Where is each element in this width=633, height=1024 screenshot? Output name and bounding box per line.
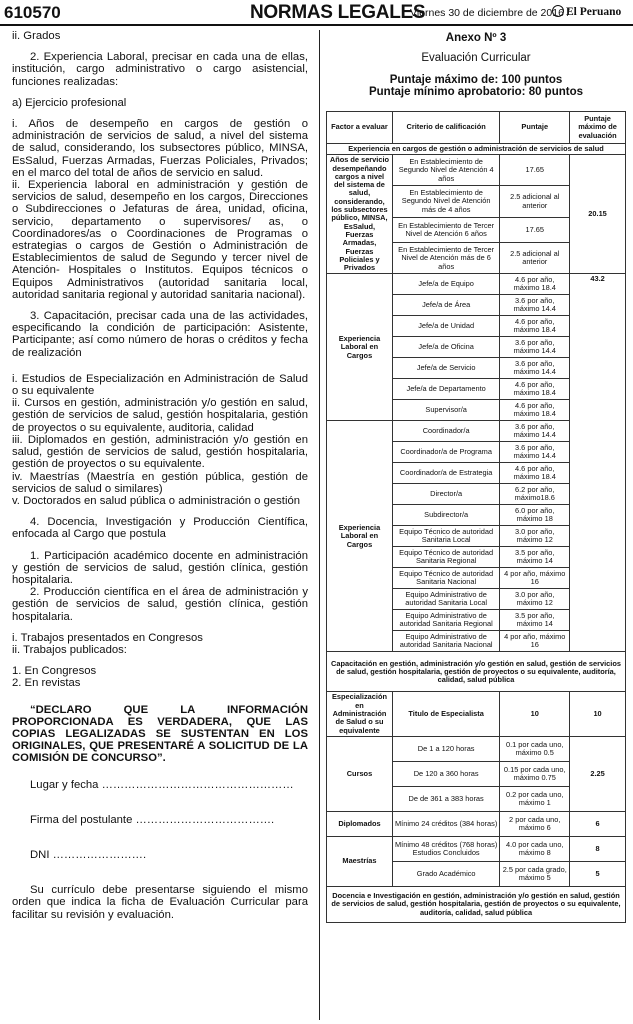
paragraph: ii. Grados <box>12 30 61 42</box>
criteria-cell: Jefe/a de Equipo <box>392 274 499 295</box>
place-date-line: Lugar y fecha …………………………………………… <box>30 778 294 791</box>
max-cell: 20.15 <box>570 155 626 274</box>
paragraph: ii. Experiencia laboral en administración y gestión de servicios de salud, desempeño en los cargos, Direcciones o Subdirecciones o Jefaturas de área, unidad, oficina, servicio, departamento o supervisores/ as, o Coordinadores/as o Coordinaciones de Programas o estrategias o cargos de Gestión o Administración de Establecimientos de salud de Segundo y tercer nivel de Atención- Hospitales o Institutos. Equipos técnicos o Equipos Administrativos (autoridad sanitaria local, autoridad sanitaria regional y autoridad sanitaria nacional). <box>12 179 308 301</box>
brand-logo <box>552 5 621 18</box>
column-header: Factor a evaluar <box>327 112 393 144</box>
criteria-cell: Mínimo 48 créditos (768 horas) Estudios Concluidos <box>392 836 499 861</box>
annex-title: Anexo Nº 3 <box>445 32 507 44</box>
dni-line: DNI ……………………. <box>30 848 147 861</box>
criteria-cell: Director/a <box>392 484 499 505</box>
score-cell: 4 por año, máximo 16 <box>500 568 570 589</box>
factor-cell: Experiencia Laboral en Cargos <box>327 421 393 652</box>
score-cell: 4.0 por cada uno, máximo 8 <box>500 836 570 861</box>
evaluation-table <box>326 111 626 923</box>
criteria-cell: De 120 a 360 horas <box>392 761 499 786</box>
criteria-cell: Jefe/a de Oficina <box>392 337 499 358</box>
criteria-cell: De 1 a 120 horas <box>392 736 499 761</box>
criteria-cell: En Establecimiento de Tercer Nivel de Atención 6 años <box>392 217 499 243</box>
right-column <box>322 30 630 923</box>
criteria-cell: Equipo Técnico de autoridad Sanitaria Nacional <box>392 568 499 589</box>
criteria-cell: Coordinador/a de Estrategia <box>392 463 499 484</box>
section-header: Experiencia en cargos de gestión o administración de servicios de salud <box>327 144 626 155</box>
criteria-cell: Equipo Administrativo de autoridad Sanitaria Local <box>392 589 499 610</box>
paragraph: Su currículo debe presentarse siguiendo el mismo orden que indica la ficha de Evaluación Curricular para facilitar su revisión y evaluación. <box>12 884 308 921</box>
column-divider <box>319 30 320 1020</box>
criteria-cell: Grado Académico <box>392 861 499 886</box>
paragraph: ii. Trabajos publicados: <box>12 643 127 656</box>
score-cell: 2.5 adicional al anterior <box>500 186 570 217</box>
max-cell: 5 <box>570 861 626 886</box>
factor-cell: Maestrías <box>327 836 393 886</box>
factor-cell: Especialización en Administración de Salud o su equivalente <box>327 692 393 736</box>
score-cell: 0.1 por cada uno, máximo 0.5 <box>500 736 570 761</box>
criteria-cell: De de 361 a 383 horas <box>392 786 499 811</box>
criteria-cell: Jefe/a de Área <box>392 295 499 316</box>
factor-cell: Cursos <box>327 736 393 811</box>
paragraph: v. Doctorados en salud pública o administración o gestión <box>12 494 301 507</box>
paragraph: i. Trabajos presentados en Congresos <box>12 631 203 644</box>
paragraph: 3. Capacitación, precisar cada una de las actividades, especificando la condición de participación: Asistente, Participante; así como número de horas o créditos y fecha de realización <box>12 310 308 359</box>
column-header: Puntaje <box>500 112 570 144</box>
factor-cell: Experiencia Laboral en Cargos <box>327 274 393 421</box>
paragraph: 2. Producción científica en el área de administración y gestión de servicios de salud, gestión clínica, gestión hospitalaria. <box>12 586 308 623</box>
score-cell: 3.6 por año, máximo 14.4 <box>500 295 570 316</box>
criteria-cell: Equipo Administrativo de autoridad Sanitaria Regional <box>392 610 499 631</box>
max-cell: 2.25 <box>570 736 626 811</box>
column-header: Puntaje máximo de evaluación <box>570 112 626 144</box>
paragraph: 1. Participación académico docente en administración y gestión de servicios de salud, gestión clínica, gestión hospitalaria. <box>12 549 308 586</box>
left-column <box>12 30 308 921</box>
score-cell: 4.6 por año, máximo 18.4 <box>500 463 570 484</box>
column-header: Criterio de calificación <box>392 112 499 144</box>
section-header: Capacitación en gestión, administración y/o gestión en salud, gestión de servicios de salud, gestión hospitalaria, gestión de proyectos o su equivalente, auditoría, calidad, salud pública <box>327 652 626 692</box>
score-cell: 3.6 por año, máximo 14.4 <box>500 421 570 442</box>
score-cell: 3.0 por año, máximo 12 <box>500 589 570 610</box>
paragraph: iii. Diplomados en gestión, administración y/o gestión en salud, gestión de servicios de salud, gestión hospitalaria, gestión de proyectos o su equivalente. <box>12 433 308 471</box>
score-cell: 3.0 por año, máximo 12 <box>500 526 570 547</box>
max-cell: 10 <box>570 692 626 736</box>
shield-icon <box>552 5 564 17</box>
criteria-cell: Jefe/a de Servicio <box>392 358 499 379</box>
brand-name: El Peruano <box>566 6 622 18</box>
max-cell: 43.2 <box>570 274 626 652</box>
score-cell: 4.6 por año, máximo 18.4 <box>500 400 570 421</box>
publication-date: Viernes 30 de diciembre de 2016 / <box>410 7 570 19</box>
paragraph: ii. Cursos en gestión, administración y/o gestión en salud, gestión de servicios de salud, gestión hospitalaria, gestión de proyectos o su equivalente, auditoria, calidad <box>12 397 308 434</box>
criteria-cell: Equipo Técnico de autoridad Sanitaria Regional <box>392 547 499 568</box>
score-cell: 3.6 por año, máximo 14.4 <box>500 337 570 358</box>
paragraph: 1. En Congresos <box>12 665 97 678</box>
score-cell: 6.0 por año, máximo 18 <box>500 505 570 526</box>
score-cell: 3.6 por año, máximo 14.4 <box>500 358 570 379</box>
criteria-cell: Jefe/a de Departamento <box>392 379 499 400</box>
signature-line: Firma del postulante ………………………………. <box>30 813 275 826</box>
score-cell: 10 <box>500 692 570 736</box>
criteria-cell: Jefe/a de Unidad <box>392 316 499 337</box>
paragraph: 4. Docencia, Investigación y Producción Científica, enfocada al Cargo que postula <box>12 516 308 541</box>
annex-subtitle: Evaluación Curricular <box>421 52 531 64</box>
score-cell: 3.6 por año, máximo 14.4 <box>500 442 570 463</box>
score-cell: 4.6 por año, máximo 18.4 <box>500 379 570 400</box>
score-cell: 2 por cada uno, máximo 6 <box>500 811 570 836</box>
score-cell: 4 por año, máximo 16 <box>500 631 570 652</box>
criteria-cell: Titulo de Especialista <box>392 692 499 736</box>
max-score: Puntaje máximo de: 100 puntos <box>389 74 563 86</box>
score-cell: 17.65 <box>500 217 570 243</box>
criteria-cell: Supervisor/a <box>392 400 499 421</box>
criteria-cell: Subdirector/a <box>392 505 499 526</box>
max-cell: 8 <box>570 836 626 861</box>
criteria-cell: Coordinador/a de Programa <box>392 442 499 463</box>
criteria-cell: En Establecimiento de Tercer Nivel de Atención más de 6 años <box>392 243 499 274</box>
criteria-cell: Mínimo 24 créditos (384 horas) <box>392 811 499 836</box>
factor-cell: Diplomados <box>327 811 393 836</box>
score-cell: 2.5 por cada grado, máximo 5 <box>500 861 570 886</box>
score-cell: 4.6 por año, máximo 18.4 <box>500 274 570 295</box>
score-cell: 2.5 adicional al anterior <box>500 243 570 274</box>
paragraph: 2. Experiencia Laboral, precisar en cada una de ellas, institución, cargo administrativo o cargo asistencial, funciones realizadas: <box>12 51 308 88</box>
factor-cell: Años de servicio desempeñando cargos a nivel del sistema de salud, considerando, los subsectores público, MINSA, EsSalud, Fuerzas Armadas, Fuerzas Policiales y Privados <box>327 155 393 274</box>
criteria-cell: En Establecimiento de Segundo Nivel de Atención 4 años <box>392 155 499 186</box>
declaration: “DECLARO QUE LA INFORMACIÓN PROPORCIONADA ES VERDADERA, QUE LAS COPIAS LEGALIZADAS SE SUSTENTAN EN LOS ORIGINALES, QUE PRESENTARÉ A SOLICITUD DE LA COMISIÓN DE CONCURSO”. <box>12 703 308 765</box>
page-number: 610570 <box>4 3 61 22</box>
paragraph: a) Ejercicio profesional <box>12 96 127 109</box>
paragraph: iv. Maestrías (Maestría en gestión pública, gestión de servicios de salud o similares) <box>12 470 308 495</box>
min-score: Puntaje mínimo aprobatorio: 80 puntos <box>368 86 584 98</box>
criteria-cell: Equipo Técnico de autoridad Sanitaria Local <box>392 526 499 547</box>
criteria-cell: Equipo Administrativo de autoridad Sanitaria Nacional <box>392 631 499 652</box>
criteria-cell: Coordinador/a <box>392 421 499 442</box>
publication-title: NORMAS LEGALES <box>250 2 426 23</box>
score-cell: 3.5 por año, máximo 14 <box>500 547 570 568</box>
criteria-cell: En Establecimiento de Segundo Nivel de Atención más de 4 años <box>392 186 499 217</box>
paragraph: 2. En revistas <box>12 677 81 690</box>
max-cell: 6 <box>570 811 626 836</box>
section-header: Docencia e Investigación en gestión, administración y/o gestión en salud, gestión de servicios de salud, gestión hospitalaria, gestión de proyectos o su equivalente, auditoría, calidad, salud pública <box>327 886 626 922</box>
score-cell: 0.2 por cada uno, máximo 1 <box>500 786 570 811</box>
page-header <box>0 0 633 26</box>
score-cell: 3.5 por año, máximo 14 <box>500 610 570 631</box>
score-cell: 4.6 por año, máximo 18.4 <box>500 316 570 337</box>
paragraph: i. Años de desempeño en cargos de gestión o administración de servicios de salud, a nivel del sistema de salud, considerando, los subsectores público, MINSA, EsSalud, Fuerzas Armadas, Fuerzas Policiales, Privados; en el marco del total de años de servicio en salud. <box>12 118 308 179</box>
score-cell: 17.65 <box>500 155 570 186</box>
score-cell: 0.15 por cada uno, máximo 0.75 <box>500 761 570 786</box>
paragraph: i. Estudios de Especialización en Administración de Salud o su equivalente <box>12 372 308 398</box>
score-cell: 6.2 por año, máximo18.6 <box>500 484 570 505</box>
